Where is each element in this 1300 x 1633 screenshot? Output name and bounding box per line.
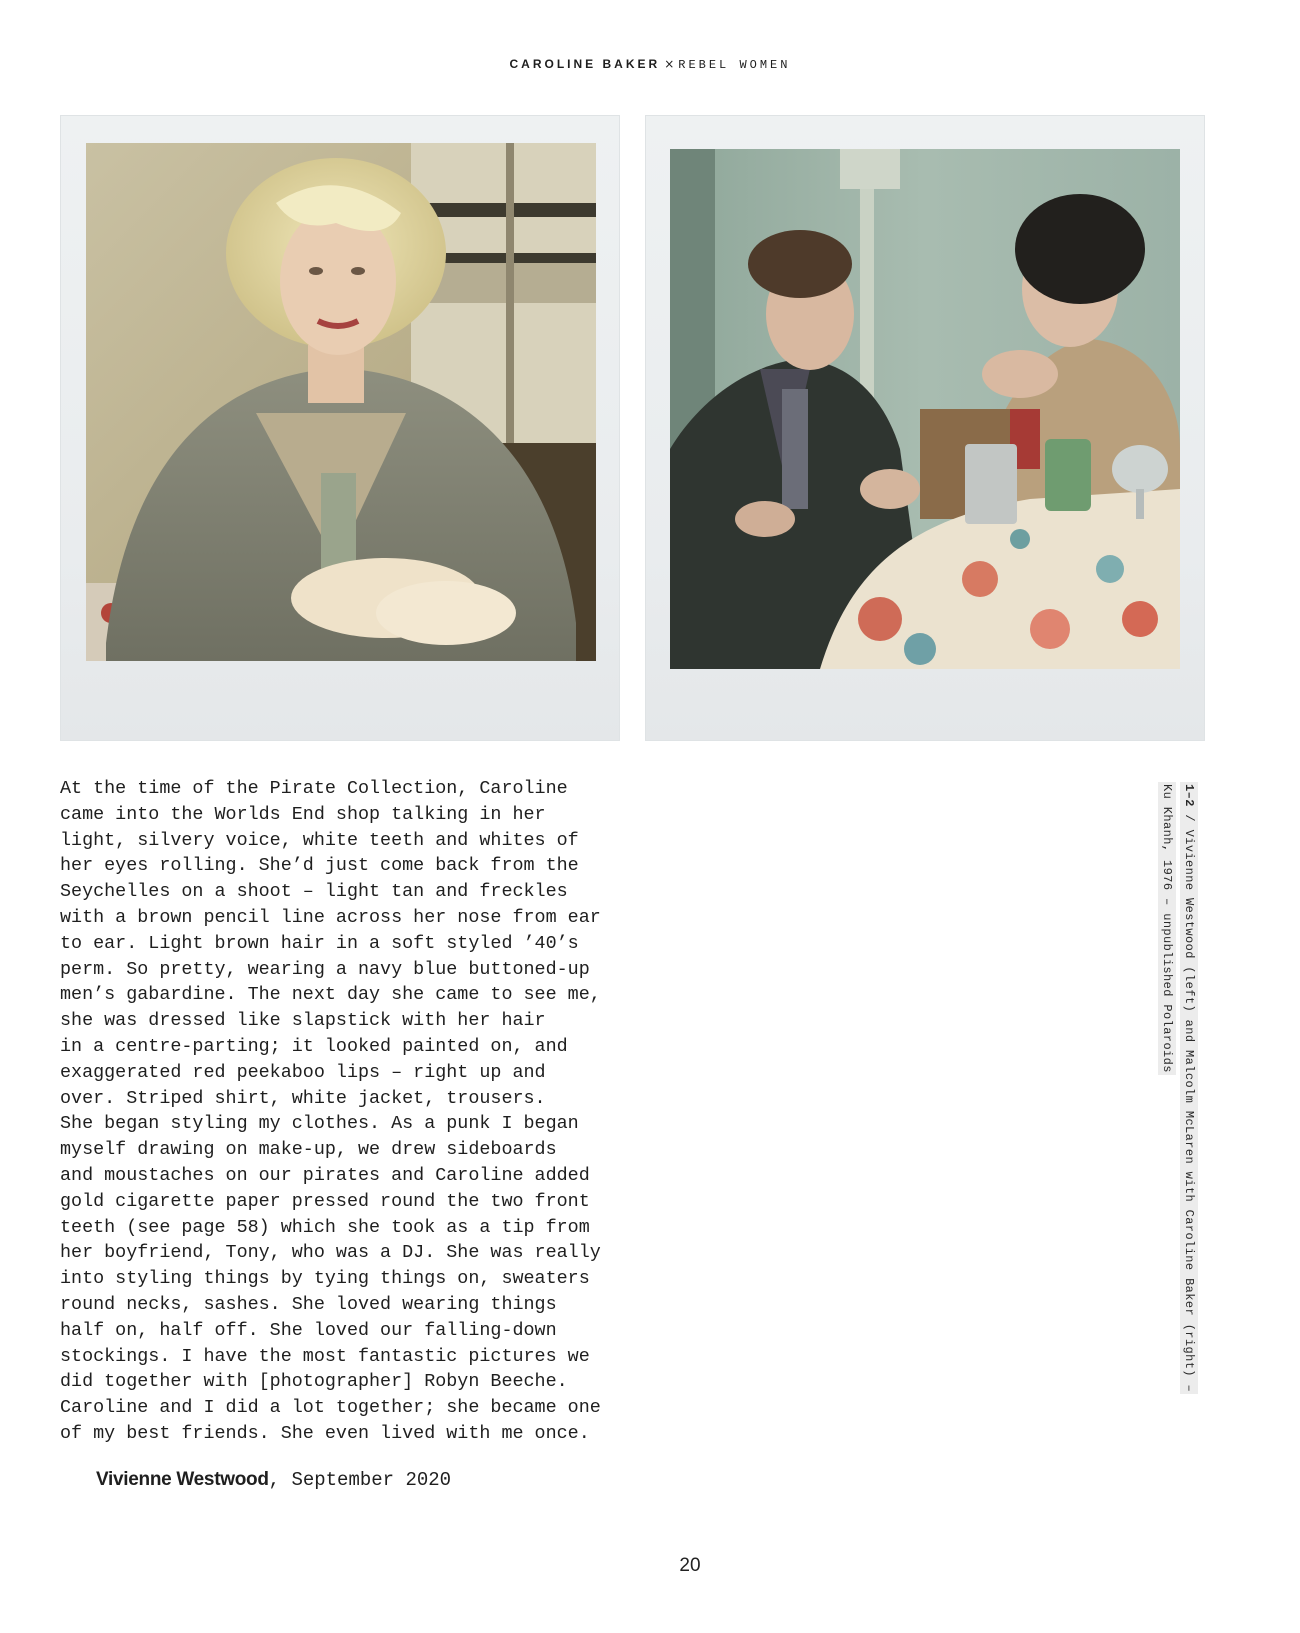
body-line: gold cigarette paper pressed round the two front xyxy=(60,1190,590,1212)
caption-line-2: Ku Khanh, 1976 – unpublished Polaroids xyxy=(1160,784,1174,1073)
body-line: came into the Worlds End shop talking in her xyxy=(60,803,546,825)
running-head-author: CAROLINE BAKER xyxy=(509,57,661,71)
body-line: stockings. I have the most fantastic pictures we xyxy=(60,1345,590,1367)
body-line: men’s gabardine. The next day she came to see me, xyxy=(60,984,601,1006)
body-line: Caroline and I did a lot together; she became one xyxy=(60,1397,601,1419)
body-line: She began styling my clothes. As a punk I began xyxy=(60,1113,579,1135)
polaroid-malcolm-mclaren-caroline-baker xyxy=(645,115,1205,741)
photo-two-people-table xyxy=(670,149,1180,669)
caption-text: / Vivienne Westwood (left) and Malcolm McLaren with Caroline Baker (right) – xyxy=(1182,806,1196,1393)
body-line: round necks, sashes. She loved wearing things xyxy=(60,1293,557,1315)
page-number: 20 xyxy=(679,1555,701,1576)
signature-date: , September 2020 xyxy=(268,1469,452,1491)
running-head xyxy=(0,57,1300,72)
photo-caption xyxy=(1158,782,1200,1442)
signature-name: Vivienne Westwood xyxy=(96,1469,269,1490)
caption-number: 1–2 xyxy=(1182,784,1196,807)
body-line: of my best friends. She even lived with me once. xyxy=(60,1422,590,1444)
body-line: did together with [photographer] Robyn Beeche. xyxy=(60,1371,568,1393)
body-line: myself drawing on make-up, we drew sideboards xyxy=(60,1139,557,1161)
body-line: into styling things by tying things on, sweaters xyxy=(60,1268,590,1290)
body-line: she was dressed like slapstick with her hair xyxy=(60,1010,546,1032)
body-line: with a brown pencil line across her nose from ear xyxy=(60,906,601,928)
caption-line-1 xyxy=(1180,782,1198,1394)
body-line: over. Striped shirt, white jacket, trousers. xyxy=(60,1087,546,1109)
body-line: perm. So pretty, wearing a navy blue buttoned-up xyxy=(60,958,590,980)
body-line: teeth (see page 58) which she took as a tip from xyxy=(60,1216,590,1238)
body-text xyxy=(60,776,640,1447)
body-line: her eyes rolling. She’d just come back from the xyxy=(60,855,579,877)
polaroid-vivienne-westwood xyxy=(60,115,620,741)
body-line: in a centre-parting; it looked painted on, and xyxy=(60,1035,568,1057)
body-line: her boyfriend, Tony, who was a DJ. She was really xyxy=(60,1242,601,1264)
signature xyxy=(96,1469,451,1491)
body-line: At the time of the Pirate Collection, Caroline xyxy=(60,778,568,799)
body-line: and moustaches on our pirates and Caroline added xyxy=(60,1164,590,1186)
body-line: exaggerated red peekaboo lips – right up and xyxy=(60,1061,546,1083)
photo-portrait xyxy=(86,143,596,661)
running-head-separator: × xyxy=(664,57,675,71)
body-line: light, silvery voice, white teeth and whites of xyxy=(60,829,579,851)
body-line: half on, half off. She loved our falling-down xyxy=(60,1319,557,1341)
running-head-title: REBEL WOMEN xyxy=(678,58,791,72)
body-line: Seychelles on a shoot – light tan and freckles xyxy=(60,881,568,903)
body-line: to ear. Light brown hair in a soft styled ’40’s xyxy=(60,932,579,954)
